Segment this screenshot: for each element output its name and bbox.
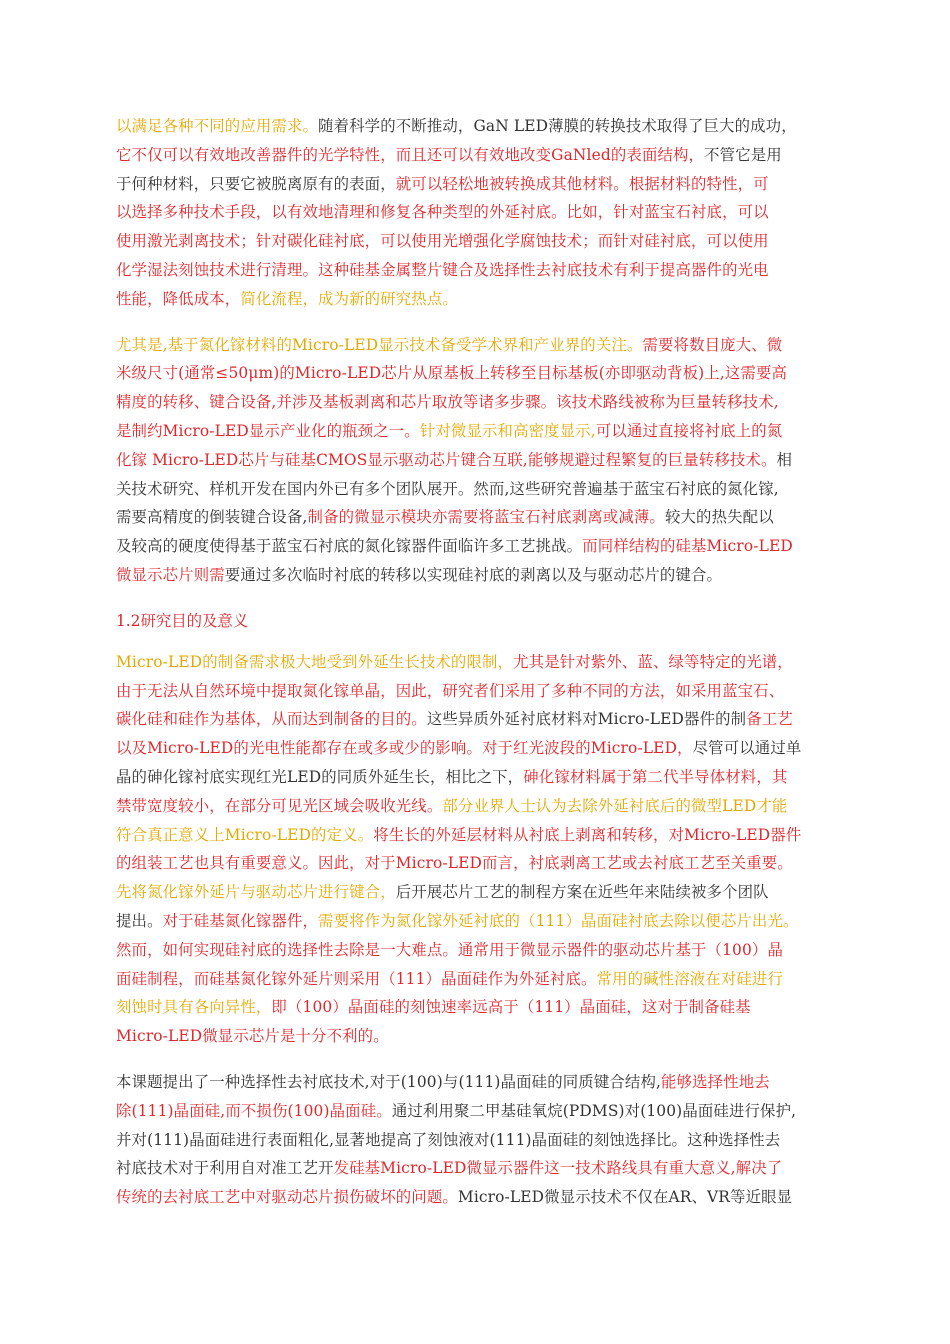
text-line (116, 561, 836, 590)
text-run: 以及Micro-LED的光电性能都存在或多或少的影响。对于红光波段的Micro-LED， (116, 739, 693, 758)
text-line (116, 1183, 836, 1212)
section-heading: 1.2研究目的及意义 (116, 611, 249, 630)
text-run: 使用激光剥离技术；针对碳化硅衬底，可以使用光增强化学腐蚀技术；而针对硅衬底，可以使用 (116, 232, 769, 251)
text-run: 备工艺 (746, 710, 793, 729)
text-line (116, 388, 836, 417)
text-line (116, 734, 836, 763)
text-line (116, 965, 836, 994)
paragraph-1 (116, 112, 836, 314)
text-run: 就可以轻松地被转换成其他材料。根据材料的特性，可 (395, 174, 769, 193)
text-run: 需要高精度的倒装键合设备, (116, 508, 308, 527)
text-run: 能够选择性地去 (661, 1072, 770, 1091)
text-run: 部分业界人士认为去除外延衬底后的微型LED才能 (442, 796, 788, 815)
text-run: 对于硅基氮化镓器件， (162, 911, 319, 930)
text-line (116, 532, 836, 561)
text-line (116, 763, 836, 792)
text-line (116, 227, 836, 256)
text-run: 需要将作为氮化镓外延衬底的（111）晶面硅衬底去除以便芯片出光。 (318, 911, 799, 930)
text-line (116, 446, 836, 475)
text-run: 衬底技术对于利用自对准工艺开 (116, 1159, 334, 1178)
text-line (116, 792, 836, 821)
text-run: 可以通过直接将衬底上的氮 (595, 421, 783, 440)
text-line (116, 821, 836, 850)
text-line (116, 1097, 836, 1126)
text-run: 米级尺寸(通常≤50μm)的Micro-LED芯片从原基板上转移至目标基板(亦即驱动背板)上,这需要高 (116, 364, 788, 383)
paragraph-2 (116, 331, 836, 590)
text-run: 性能，降低成本， (116, 289, 241, 308)
text-run: 禁带宽度较小，在部分可见光区域会吸收光线。 (116, 796, 443, 815)
text-run: 关技术研究、样机开发在国内外已有多个团队展开。然而,这些研究普遍基于蓝宝石衬底的氮化镓, (116, 479, 779, 498)
text-run: 以选择多种技术手段，以有效地清理和修复各种类型的外延衬底。比如，针对蓝宝石衬底，可以 (116, 203, 769, 222)
paragraph-4 (116, 1068, 836, 1212)
text-line (116, 331, 836, 360)
text-run: 除(111)晶面硅,而不损伤(100)晶面硅。 (116, 1101, 392, 1120)
text-line (116, 170, 836, 199)
text-run: 这些异质外延衬底材料对Micro-LED器件的制 (426, 710, 747, 729)
text-run: 符合真正意义上Micro-LED的定义。 (116, 825, 374, 844)
text-line (116, 475, 836, 504)
text-line (116, 112, 836, 141)
text-line (116, 705, 836, 734)
text-line (116, 936, 836, 965)
text-run: 即（100）晶面硅的刻蚀速率远高于（111）晶面硅，这对于制备硅基 (271, 998, 751, 1017)
text-run: 随着科学的不断推动，GaN LED薄膜的转换技术取得了巨大的成功， (318, 117, 797, 135)
text-run: 面硅制程，而硅基氮化镓外延片则采用（111）晶面硅作为外延衬底。 (116, 969, 597, 988)
text-line (116, 1126, 836, 1155)
text-run: 常用的碱性溶液在对硅进行 (596, 969, 784, 988)
text-run: 本课题提出了一种选择性去衬底技术,对于(100)与(111)晶面硅的同质键合结构, (116, 1072, 662, 1091)
text-line (116, 285, 836, 314)
text-line (116, 993, 836, 1022)
text-run: 是制约Micro-LED显示产业化的瓶颈之一。 (116, 421, 420, 440)
text-run: 需要将数目庞大、微 (642, 335, 783, 354)
text-line (116, 849, 836, 878)
text-run: 化镓 Micro-LED芯片与硅基CMOS显示驱动芯片键合互联,能够规避过程繁复的巨量转移技术。 (116, 450, 777, 469)
text-run: 通过利用聚二甲基硅氧烷(PDMS)对(100)晶面硅进行保护, (391, 1101, 797, 1120)
text-run: 发硅基Micro-LED微显示器件这一技术路线具有重大意义,解决了 (333, 1159, 783, 1178)
text-line (116, 141, 836, 170)
text-run: Micro-LED微显示技术不仅在AR、VR等近眼显 (457, 1188, 793, 1207)
text-run: 不管它是用 (704, 145, 782, 164)
text-line (116, 1154, 836, 1183)
text-line (116, 256, 836, 285)
text-run: 由于无法从自然环境中提取氮化镓单晶，因此，研究者们采用了多种不同的方法，如采用蓝宝石、 (116, 681, 785, 700)
text-run: 后开展芯片工艺的制程方案在近些年来陆续被多个团队 (395, 883, 769, 902)
text-line (116, 359, 836, 388)
text-run: 砷化镓材料属于第二代半导体材料，其 (523, 767, 788, 786)
text-run: 传统的去衬底工艺中对驱动芯片损伤破坏的问题。 (116, 1188, 458, 1207)
text-run: 相 (776, 450, 793, 469)
text-line (116, 1068, 836, 1097)
text-run: 尽管可以通过单 (692, 739, 802, 758)
text-run: 并对(111)晶面硅进行表面粗化,显著地提高了刻蚀液对(111)晶面硅的刻蚀选择比。这种选择性去 (116, 1130, 781, 1149)
text-run: 晶的砷化镓衬底实现红光LED的同质外延生长，相比之下， (116, 767, 524, 786)
text-run: 以满足各种不同的应用需求。 (116, 117, 319, 135)
text-run: 于何种材料，只要它被脱离原有的表面， (116, 174, 396, 193)
text-line (116, 648, 836, 677)
text-run: 尤其是针对紫外、蓝、绿等特定的光谱， (513, 652, 793, 671)
text-run: 而同样结构的硅基Micro-LED (582, 537, 793, 556)
text-run: 提出。 (116, 911, 163, 930)
text-run: 微显示芯片则需 (116, 565, 225, 584)
text-run: 碳化硅和硅作为基体，从而达到制备的目的。 (116, 710, 427, 729)
text-line (116, 878, 836, 907)
text-line (116, 198, 836, 227)
document-body (116, 112, 836, 1229)
text-run: 针对微显示和高密度显示, (419, 421, 596, 440)
text-run: 然而，如何实现硅衬底的选择性去除是一大难点。通常用于微显示器件的驱动芯片基于（100）晶 (116, 940, 783, 959)
text-run: Micro-LED的制备需求极大地受到外延生长技术的限制， (116, 652, 514, 671)
text-run: 要通过多次临时衬底的转移以实现硅衬底的剥离以及与驱动芯片的键合。 (224, 565, 723, 584)
text-run: 简化流程，成为新的研究热点。 (240, 289, 458, 308)
text-line (116, 417, 836, 446)
text-run: 及较高的硬度使得基于蓝宝石衬底的氮化镓器件面临许多工艺挑战。 (116, 537, 583, 556)
text-run: 它不仅可以有效地改善器件的光学特性，而且还可以有效地改变GaNled的表面结构， (116, 145, 705, 164)
text-line (116, 907, 836, 936)
text-run: 先将氮化镓外延片与驱动芯片进行键合， (116, 883, 396, 902)
text-run: 制备的微显示模块亦需要将蓝宝石衬底剥离或减薄。 (307, 508, 665, 527)
text-run: Micro-LED微显示芯片是十分不利的。 (116, 1027, 389, 1046)
text-line (116, 1022, 836, 1051)
text-run: 较大的热失配以 (664, 508, 774, 527)
text-run: 尤其是,基于氮化镓材料的Micro-LED显示技术备受学术界和产业界的关注。 (116, 335, 643, 354)
text-run: 将生长的外延层材料从衬底上剥离和转移，对Micro-LED器件 (373, 825, 802, 844)
text-run: 化学湿法刻蚀技术进行清理。这种硅基金属整片键合及选择性去衬底技术有利于提高器件的光电 (116, 260, 769, 279)
text-run: 精度的转移、键合设备,并涉及基板剥离和芯片取放等诸多步骤。该技术路线被称为巨量转移技术, (116, 393, 779, 412)
text-line (116, 503, 836, 532)
text-line (116, 677, 836, 706)
text-run: 的组装工艺也具有重要意义。因此，对于Micro-LED而言，衬底剥离工艺或去衬底工艺至关重要。 (116, 854, 793, 873)
text-run: 刻蚀时具有各向异性， (116, 998, 272, 1017)
paragraph-3 (116, 648, 836, 1051)
